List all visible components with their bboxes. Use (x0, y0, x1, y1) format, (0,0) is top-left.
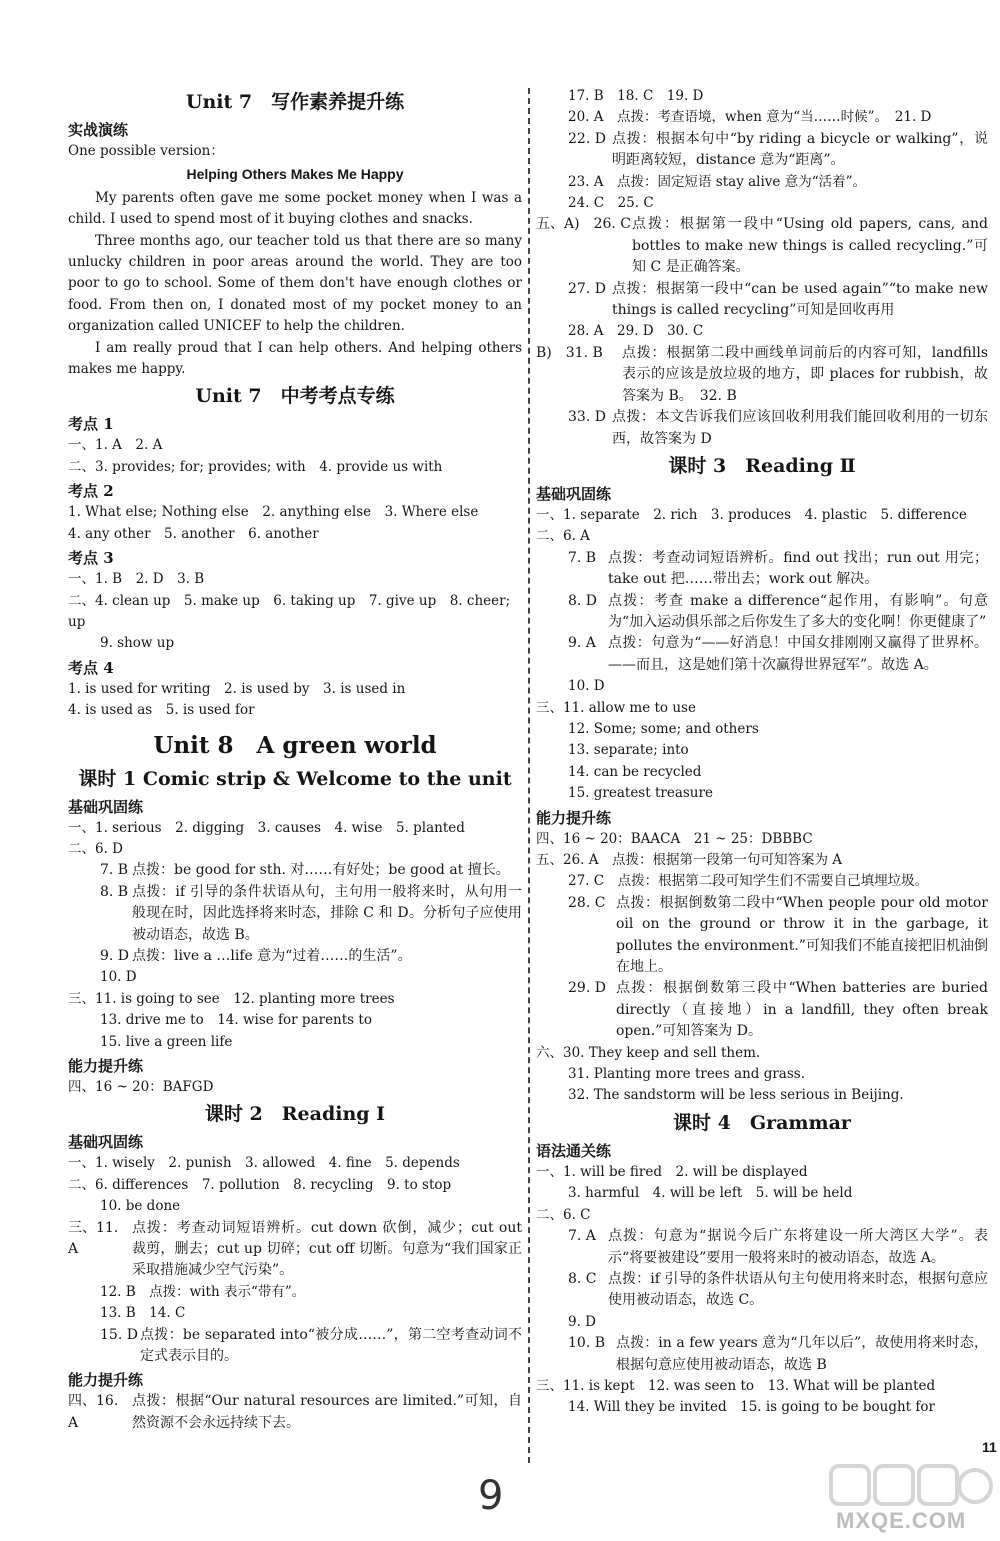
lesson3-title: 课时 3 Reading Ⅱ (668, 454, 856, 477)
watermark-text: MXQE.COM (836, 1508, 967, 1533)
item-number: 8. C (568, 1270, 597, 1287)
item-explanation: 点拨：考查 make a difference“起作用，有影响”。句意为“加入运动俱乐部之后你发生了多大的变化啊！你更健康了” (608, 592, 988, 630)
item-number: 9. D (100, 947, 130, 964)
answer-line: 六、30. They keep and sell them. (536, 1044, 761, 1061)
unit7-exam-title: Unit 7 中考考点专练 (195, 385, 395, 408)
answer-item (536, 1333, 988, 1376)
item-explanation: 点拨：根据第二段中画线单词前后的内容可知，landfills 表示的应该是放垃圾的地方，即 places for rubbish，故答案为 B。 32. B (622, 344, 988, 404)
lesson4-title: 课时 4 Grammar (673, 1111, 851, 1134)
answer-line: 一、1. serious 2. digging 3. causes 4. wise 5. planted (68, 819, 465, 836)
answer-item (536, 1269, 988, 1312)
item-explanation: 点拨：be separated into“被分成……”，第二空考查动词不定式表示目的。 (140, 1326, 522, 1365)
answer-line: 24. C 25. C (568, 195, 654, 212)
answer-item (68, 1325, 522, 1368)
answer-line: 9. show up (100, 635, 175, 652)
grammar-practice-heading: 语法通关练 (536, 1141, 612, 1160)
kaodian-1-heading: 考点 1 (68, 415, 114, 434)
answer-line: 23. A 点拨：固定短语 stay alive 意为“活着”。 (568, 173, 867, 190)
item-number: 29. D (568, 980, 606, 997)
handwritten-page-number: 9 (478, 1473, 504, 1519)
item-number: 7. B (568, 549, 597, 566)
unit7-writing-title: Unit 7 写作素养提升练 (185, 91, 405, 113)
lesson2-title: 课时 2 Reading Ⅰ (204, 1103, 386, 1126)
item-explanation: 点拨：if 引导的条件状语从句，主句用一般将来时，从句用一般现在时，因此选择将来时态，排除 C 和 D。分析句子应使用被动语态，故选 B。 (132, 883, 522, 943)
answer-line: 13. B 14. C (100, 1305, 186, 1322)
left-column (68, 86, 522, 1434)
item-number: 28. C (568, 894, 606, 911)
unit8-title: Unit 8 A green world (153, 731, 437, 759)
answer-item (536, 548, 988, 591)
answer-line: 三、11. is kept 12. was seen to 13. What will be planted (536, 1377, 936, 1394)
answer-line: 四、16 ~ 20：BAFGD (68, 1079, 214, 1095)
answer-item (536, 343, 988, 407)
answer-item (536, 407, 988, 450)
answer-line: 二、4. clean up 5. make up 6. taking up 7. give up 8. cheer; up (68, 592, 515, 630)
answer-line: 13. drive me to 14. wise for parents to (100, 1012, 372, 1029)
answer-line: 1. is used for writing 2. is used by 3. is used in (68, 680, 406, 697)
answer-line: 12. B 点拨：with 表示“带有”。 (100, 1283, 306, 1300)
item-number: 四、16. A (68, 1393, 119, 1431)
answer-line: 一、1. wisely 2. punish 3. allowed 4. fine 5. depends (68, 1155, 460, 1172)
answer-line: 15. live a green life (100, 1033, 233, 1050)
item-number: 27. D (568, 280, 606, 297)
answer-line: 27. C 点拨：根据第二段可知学生们不需要自己填埋垃圾。 (568, 873, 929, 890)
item-explanation: 点拨：be good for sth. 对……有好处；be good at 擅长。 (132, 862, 510, 879)
answer-line: 一、1. B 2. D 3. B (68, 571, 205, 588)
answer-line: 13. separate; into (568, 742, 689, 759)
answer-line: 二、6. C (536, 1206, 591, 1223)
answer-line: 12. Some; some; and others (568, 720, 759, 737)
essay-paragraph-2: Three months ago, our teacher told us that there are so many unlucky children in poor areas around the world. They are too poor to go to school. Some of them don't have enough clothes or food. From then on, I donated most of my pocket money to an organization called UNICEF to help the children. (68, 232, 522, 335)
item-explanation: 点拨：考查动词短语辨析。find out 找出；run out 用完；take out 把……带出去；work out 解决。 (608, 549, 988, 588)
item-number: B) 31. B (536, 344, 603, 361)
item-explanation: 点拨：根据倒数第二段中“When people pour old motor oil on the ground or throw it in the garbage, it pollutes the environment.”可知我们不能直接把旧机油倒在地上。 (616, 894, 988, 976)
answer-line: 一、1. separate 2. rich 3. produces 4. plastic 5. difference (536, 506, 967, 523)
item-number: 33. D (568, 409, 606, 426)
answer-line: 三、11. allow me to use (536, 699, 696, 716)
answer-line: 32. The sandstorm will be less serious in Beijing. (568, 1087, 904, 1104)
answer-item (68, 860, 522, 881)
right-column (536, 86, 988, 1419)
answer-item (536, 1226, 988, 1269)
kaodian-3-heading: 考点 3 (68, 549, 114, 568)
answer-line: 20. A 点拨：考查语境，when 意为“当……时候”。 21. D (568, 109, 932, 126)
item-number: 7. B (100, 862, 129, 879)
answer-line: 14. Will they be invited 15. is going to be bought for (568, 1399, 935, 1416)
answer-line: 9. D (568, 1313, 596, 1330)
answer-line: 4. is used as 5. is used for (68, 702, 255, 719)
kaodian-4-heading: 考点 4 (68, 658, 114, 677)
item-explanation: 点拨：if 引导的条件状语从句主句使用将来时态，根据句意应使用被动语态，故选 C。 (608, 1270, 988, 1309)
item-explanation: 点拨：根据第一段中“Using old papers, cans, and bottles to make new things is called recycling.”可知 C 是正确答案。 (632, 216, 988, 276)
answer-item (536, 279, 988, 322)
item-number: 8. B (100, 883, 129, 900)
answer-line: 3. harmful 4. will be left 5. will be held (568, 1185, 853, 1202)
answer-item (536, 633, 988, 676)
essay-title: Helping Others Makes Me Happy (186, 166, 404, 183)
answer-line: 五、26. A 点拨：根据第一段第一句可知答案为 A (536, 852, 843, 868)
answer-line: 一、1. A 2. A (68, 437, 163, 454)
item-explanation: 点拨：根据倒数第三段中“When batteries are buried directly（直接地）in a landfill, they often break open.”可知答案为 D。 (616, 980, 988, 1040)
answer-item (536, 591, 988, 634)
item-number: 五、A) 26. C (536, 216, 631, 233)
basic-practice-heading: 基础巩固练 (68, 1133, 144, 1152)
answer-item (536, 978, 988, 1042)
basic-practice-heading: 基础巩固练 (68, 797, 144, 816)
answer-item (68, 1391, 522, 1434)
answer-line: 1. What else; Nothing else 2. anything else 3. Where else (68, 504, 479, 521)
item-explanation: 点拨：根据本句中“by riding a bicycle or walking”，说明距离较短，distance 意为“距离”。 (612, 130, 988, 169)
item-number: 8. D (568, 592, 598, 609)
item-explanation: 点拨：本文告诉我们应该回收利用我们能回收利用的一切东西，故答案为 D (612, 409, 988, 447)
answer-line: 17. B 18. C 19. D (568, 88, 704, 104)
item-number: 三、11. A (68, 1219, 119, 1258)
essay-paragraph-1: My parents often gave me some pocket money when I was a child. I used to spend most of it buying clothes and snacks. (68, 189, 522, 228)
ability-practice-heading: 能力提升练 (68, 1371, 144, 1390)
answer-line: 二、6. A (536, 528, 590, 545)
item-explanation: 点拨：根据“Our natural resources are limited.”可知，自然资源不会永远持续下去。 (132, 1393, 522, 1431)
answer-item (536, 129, 988, 172)
answer-item (536, 214, 988, 278)
essay-body (68, 188, 522, 381)
lesson1-title: 课时 1 Comic strip & Welcome to the unit (78, 767, 512, 790)
answer-line: 15. greatest treasure (568, 785, 713, 802)
answer-item (68, 946, 522, 967)
answer-line: 31. Planting more trees and grass. (568, 1066, 805, 1083)
essay-intro: One possible version： (68, 143, 224, 159)
item-number: 9. A (568, 635, 596, 652)
item-number: 7. A (568, 1228, 596, 1245)
item-explanation: 点拨：句意为“——好消息！中国女排刚刚又赢得了世界杯。——而且，这是她们第十次赢得世界冠军”。故选 A。 (608, 635, 988, 673)
item-number: 15. D (100, 1326, 138, 1343)
practice-heading: 实战演练 (68, 121, 129, 139)
item-explanation: 点拨：句意为“据说今后广东将建设一所大湾区大学”。表示“将要被建设”要用一般将来时的被动语态，故选 A。 (608, 1228, 988, 1266)
answer-line: 10. D (568, 678, 605, 695)
essay-paragraph-3: I am really proud that I can help others. And helping others makes me happy. (68, 339, 522, 378)
answer-item (68, 882, 522, 946)
answer-line: 10. be done (100, 1198, 181, 1215)
answer-line: 二、3. provides; for; provides; with 4. provide us with (68, 458, 443, 475)
item-explanation: 点拨：live a …life 意为“过着……的生活”。 (132, 947, 412, 964)
answer-line: 14. can be recycled (568, 763, 702, 780)
answer-line: 二、6. D (68, 840, 123, 857)
item-number: 10. B (568, 1335, 606, 1352)
item-number: 22. D (568, 130, 606, 147)
item-explanation: 点拨：考查动词短语辨析。cut down 砍倒，减少；cut out 裁剪，删去；cut up 切碎；cut off 切断。句意为“我们国家正采取措施减少空气污染”。 (132, 1219, 522, 1279)
column-divider (528, 88, 530, 1463)
answer-item (536, 893, 988, 979)
answer-line: 10. D (100, 969, 137, 986)
kaodian-2-heading: 考点 2 (68, 482, 114, 501)
item-explanation: 点拨：根据第一段中“can be used again”“to make new things is called recycling”可知是回收再用 (612, 280, 988, 319)
answer-line: 二、6. differences 7. pollution 8. recycling 9. to stop (68, 1176, 452, 1193)
answer-line: 三、11. is going to see 12. planting more trees (68, 990, 395, 1007)
answer-line: 28. A 29. D 30. C (568, 323, 704, 340)
answer-line: 四、16 ~ 20：BAACA 21 ~ 25：DBBBC (536, 830, 813, 847)
answer-line: 4. any other 5. another 6. another (68, 525, 319, 542)
item-explanation: 点拨：in a few years 意为“几年以后”，故使用将来时态，根据句意应使用被动语态，故选 B (616, 1335, 988, 1373)
answer-item (68, 1218, 522, 1282)
answer-line: 一、1. will be fired 2. will be displayed (536, 1163, 808, 1180)
ability-practice-heading: 能力提升练 (536, 808, 612, 827)
ability-practice-heading: 能力提升练 (68, 1057, 144, 1075)
page-tag: 11 (982, 1439, 997, 1455)
basic-practice-heading: 基础巩固练 (536, 484, 612, 503)
